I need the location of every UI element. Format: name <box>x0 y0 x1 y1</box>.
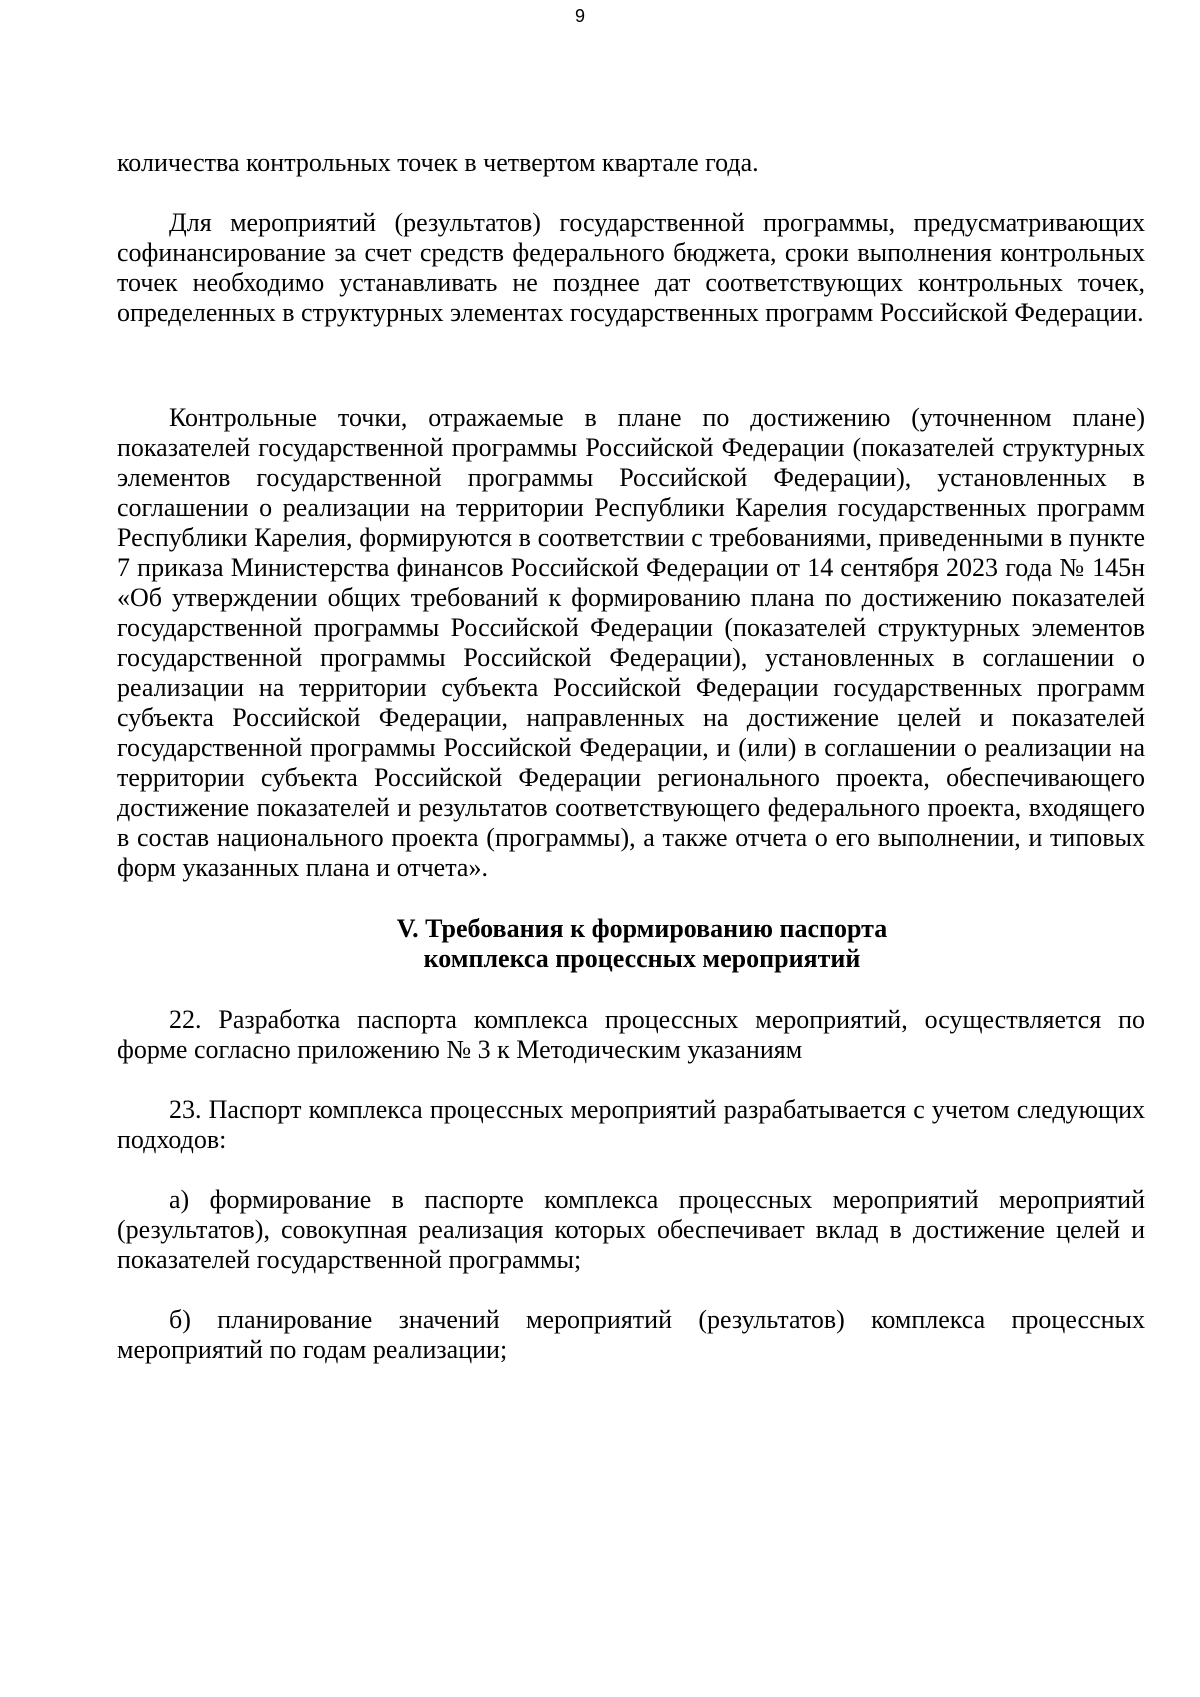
page-number: 9 <box>574 6 585 26</box>
spacer <box>117 974 1145 1005</box>
paragraph-item-23: 23. Паспорт комплекса процессных мероприятий разрабатывается с учетом следующих подходов: <box>117 1095 1145 1154</box>
section-heading-line-1: V. Требования к формированию паспорта <box>396 914 888 943</box>
paragraph-item-22: 22. Разработка паспорта комплекса процессных мероприятий, осуществляется по форме согласно приложению № 3 к Методическим указаниям <box>117 1005 1145 1064</box>
paragraph-cofinancing: Для мероприятий (результатов) государственной программы, предусматривающих софинансирование за счет средств федерального бюджета, сроки выполнения контрольных точек необходимо устанавливать не позднее дат соответствующих контрольных точек, определенных в структурных элементах государственных программ Российской Федерации. <box>117 208 1145 327</box>
spacer <box>117 1155 1145 1185</box>
paragraph-subitem-b: б) планирование значений мероприятий (результатов) комплекса процессных мероприятий по годам реализации; <box>117 1305 1145 1364</box>
spacer <box>117 883 1145 914</box>
spacer <box>117 328 1145 403</box>
spacer <box>117 1065 1145 1095</box>
paragraph-control-points: Контрольные точки, отражаемые в плане по достижению (уточненном плане) показателей государственной программы Российской Федерации (показателей структурных элементов государственной программы Российской Федерации), установленных в соглашении о реализации на территории Республики Карелия государственных программ Республики Карелия, формируются в соответствии с требованиями, приведенными в пункте 7 приказа Министерства финансов Российской Федерации от 14 сентября 2023 года № 145н «Об утверждении общих требований к формированию плана по достижению показателей государственной программы Российской Федерации (показателей структурных элементов государственной программы Российской Федерации), установленных в соглашении о реализации на территории субъекта Российской Федерации государственных программ субъекта Российской Федерации, направленных на достижение целей и показателей государственной программы Российской Федерации, и (или) в соглашении о реализации на территории субъекта Российской Федерации регионального проекта, обеспечивающего достижение показателей и результатов соответствующего федерального проекта, входящего в состав национального проекта (программы), а также отчета о его выполнении, и типовых форм указанных плана и отчета». <box>117 403 1145 882</box>
section-heading <box>117 914 1145 974</box>
document-body <box>117 148 1145 1365</box>
spacer <box>117 178 1145 208</box>
section-heading-line-2: комплекса процессных мероприятий <box>423 944 861 973</box>
paragraph-subitem-a: а) формирование в паспорте комплекса процессных мероприятий мероприятий (результатов), совокупная реализация которых обеспечивает вклад в достижение целей и показателей государственной программы; <box>117 1185 1145 1274</box>
paragraph-continuation: количества контрольных точек в четвертом квартале года. <box>117 148 759 177</box>
spacer <box>117 1275 1145 1305</box>
